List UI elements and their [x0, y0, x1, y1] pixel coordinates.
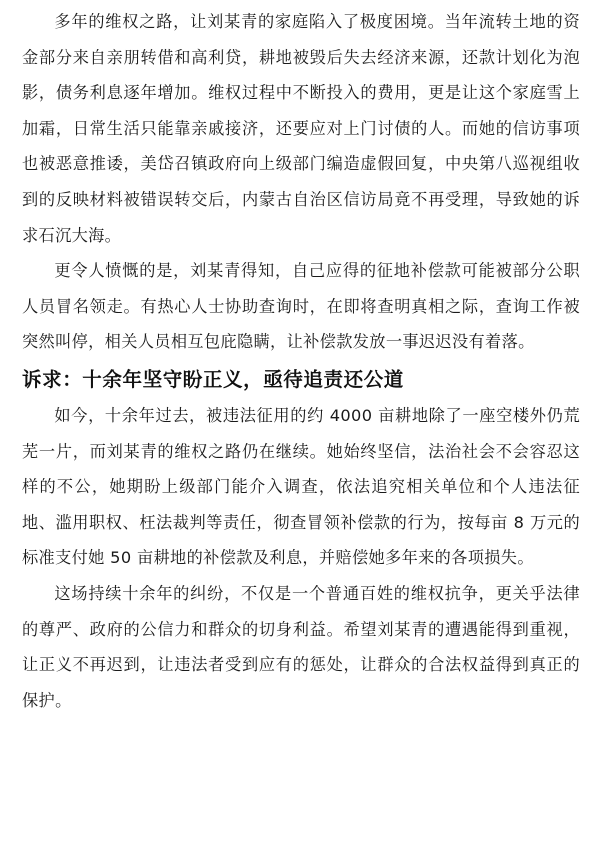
paragraph-current-status: 如今，十余年过去，被违法征用的约 4000 亩耕地除了一座空楼外仍荒芜一片，而刘某青的维权之路仍在继续。她始终坚信，法治社会不会容忍这样的不公，她期盼上级部门能介入调查，依法追究相关单位和个人违法征地、滥用职权、枉法裁判等责任，彻查冒领补偿款的行为，按每亩 8 万元的标准支付她 50 亩耕地的补偿款及利息，并赔偿她多年来的各项损失。: [22, 405, 580, 568]
paragraph-hardship: 多年的维权之路，让刘某青的家庭陷入了极度困境。当年流转土地的资金部分来自亲朋转借和高利贷，耕地被毁后失去经济来源，还款计划化为泡影，债务利息逐年增加。维权过程中不断投入的费用，更是让这个家庭雪上加霜，日常生活只能靠亲戚接济，还要应对上门讨债的人。而她的信访事项也被恶意推诿，美岱召镇政府向上级部门编造虚假回复，中央第八巡视组收到的反映材料被错误转交后，内蒙古自治区信访局竟不再受理，导致她的诉求石沉大海。: [22, 12, 580, 245]
section-heading-appeal: 诉求：十余年坚守盼正义，亟待追责还公道: [22, 367, 404, 391]
paragraph-compensation-fraud: 更令人愤慨的是，刘某青得知，自己应得的征地补偿款可能被部分公职人员冒名领走。有热心人士协助查询时，在即将查明真相之际，查询工作被突然叫停，相关人员相互包庇隐瞒，让补偿款发放一事迟迟没有着落。: [22, 261, 580, 352]
paragraph-conclusion: 这场持续十余年的纠纷，不仅是一个普通百姓的维权抗争，更关乎法律的尊严、政府的公信力和群众的切身利益。希望刘某青的遭遇能得到重视，让正义不再迟到，让违法者受到应有的惩处，让群众的合法权益得到真正的保护。: [22, 583, 580, 710]
